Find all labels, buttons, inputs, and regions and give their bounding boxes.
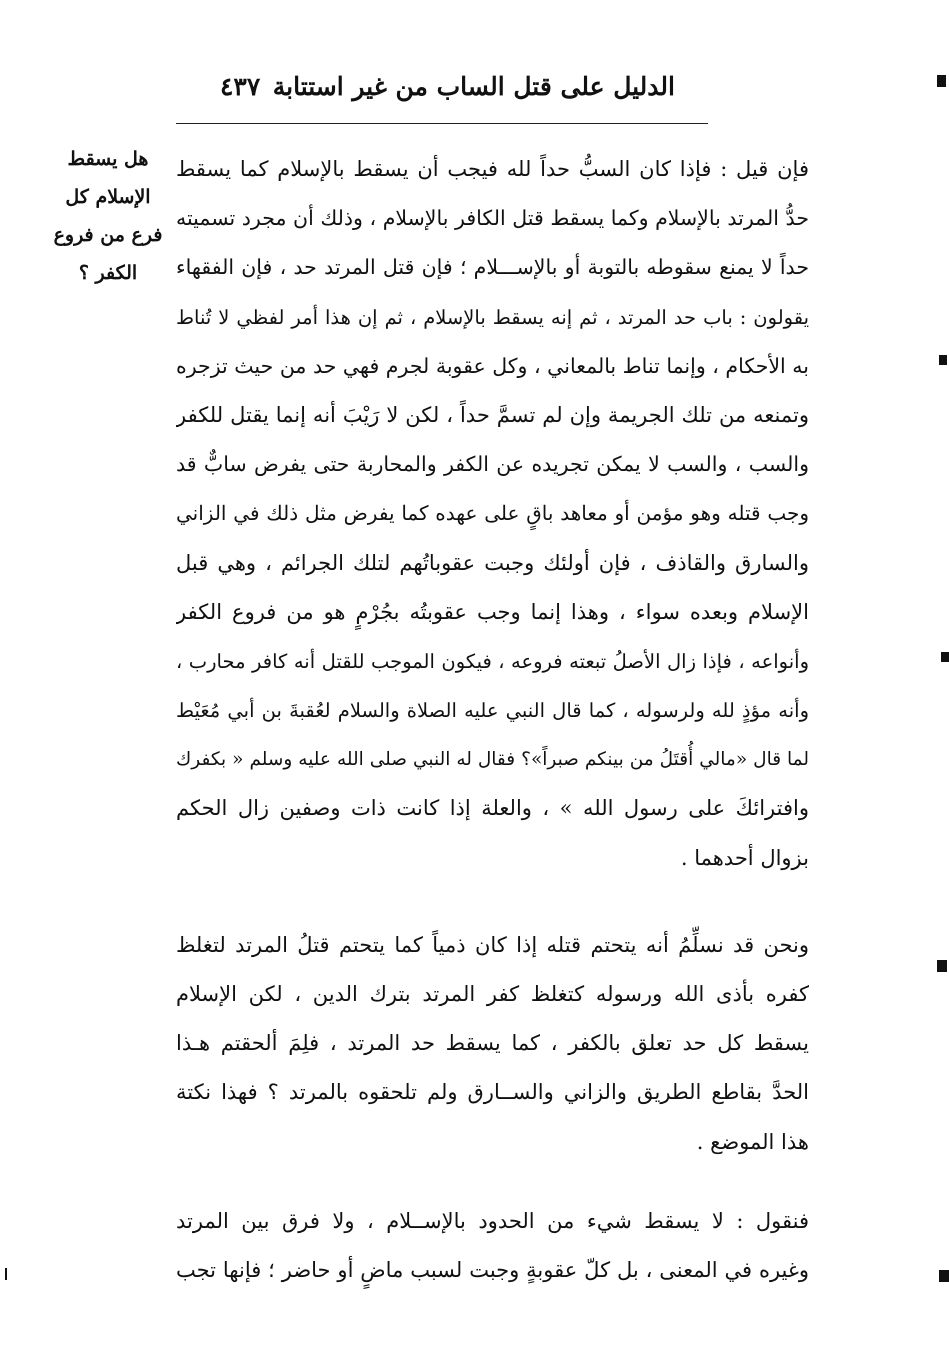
- paragraph-2: [176, 921, 809, 1167]
- scan-edge-mark: [941, 652, 949, 662]
- text-line: هذا الموضع .: [696, 1129, 809, 1154]
- text-line: به الأحكام ، وإنما تناط بالمعاني ، وكل عقوبة لجرم فهي حد من حيث تزجره: [176, 353, 809, 378]
- text-line: حدُّ المرتد بالإسلام وكما يسقط قتل الكافر بالإسلام ، وذلك أن مجرد تسميته: [176, 206, 809, 231]
- scan-edge-mark: [937, 75, 946, 87]
- text-line: كفره بأذى الله ورسوله كتغلظ كفر المرتد بترك الدين ، لكن الإسلام: [176, 982, 809, 1006]
- text-line: حداً لا يمنع سقوطه بالتوبة أو بالإســـلام ؛ فإن قتل المرتد حد ، فإن الفقهاء: [176, 255, 809, 280]
- text-line: وأنواعه ، فإذا زال الأصلُ تبعته فروعه ، فيكون الموجب للقتل أنه كافر محارب ،: [176, 649, 809, 673]
- header-rule: [176, 123, 708, 124]
- text-line: لما قال «مالي أُقتَلُ من بينكم صبراً»؟ فقال له النبي صلى الله عليه وسلم « بكفرك: [176, 749, 809, 771]
- text-line: الإسلام وبعده سواء ، وهذا إنما وجب عقوبتُه بجُرْمٍ هو من فروع الكفر: [176, 599, 809, 624]
- text-line: وتمنعه من تلك الجريمة وإن لم تسمَّ حداً ، لكن لا رَيْبَ أنه إنما يقتل للكفر: [176, 402, 809, 427]
- text-line: وافترائكَ على رسول الله » ، والعلة إذا كانت ذات وصفين زال الحكم: [176, 796, 809, 821]
- running-title: الدليل على قتل الساب من غير استتابة: [272, 72, 675, 101]
- text-line: والسب ، والسب لا يمكن تجريده عن الكفر والمحاربة حتى يفرض سابٌّ قد: [176, 452, 809, 477]
- margin-note-line: هل يسقط: [67, 148, 149, 170]
- text-line: يقولون : باب حد المرتد ، ثم إنه يسقط بالإسلام ، ثم إن هذا أمر لفظي لا تُناط: [176, 305, 809, 329]
- margin-note-line: الإسلام كل: [65, 186, 151, 208]
- text-line: وجب قتله وهو مؤمن أو معاهد باقٍ على عهده كما يفرض مثل ذلك في الزاني: [176, 501, 809, 526]
- paragraph-gap: [176, 883, 809, 921]
- paragraph-gap: [176, 1167, 809, 1197]
- text-line: والسارق والقاذف ، فإن أولئك وجبت عقوباتُهم لتلك الجرائم ، وهي قبل: [176, 550, 809, 575]
- scan-edge-mark: [937, 960, 947, 972]
- scan-edge-mark: [939, 1270, 949, 1282]
- margin-note-line: فرع من فروع: [53, 224, 163, 246]
- paragraph-1: [176, 145, 809, 883]
- body-text: [176, 145, 809, 1295]
- text-line: بزوال أحدهما .: [680, 845, 809, 870]
- paragraph-3: [176, 1197, 809, 1295]
- page-number: ٤٣٧: [220, 72, 261, 101]
- page-header: [180, 58, 705, 118]
- text-line: يسقط كل حد تعلق بالكفر ، كما يسقط حد المرتد ، فلِمَ ألحقتم هـذا: [176, 1031, 809, 1056]
- margin-note-line: الكفر ؟: [78, 262, 138, 284]
- text-line: وأنه مؤذٍ لله ولرسوله ، كما قال النبي عليه الصلاة والسلام لعُقبةَ بن أبي مُعَيْط: [176, 699, 809, 723]
- text-line: وغيره في المعنى ، بل كلّ عقوبةٍ وجبت لسبب ماضٍ أو حاضر ؛ فإنها تجب: [176, 1257, 809, 1282]
- scan-edge-mark: [5, 1268, 7, 1280]
- text-line: ونحن قد نسلِّمُ أنه يتحتم قتله إذا كان ذمياً كما يتحتم قتلُ المرتد لتغلظ: [176, 932, 809, 957]
- text-line: فنقول : لا يسقط شيء من الحدود بالإســلام ، ولا فرق بين المرتد: [176, 1208, 809, 1233]
- text-line: فإن قيل : فإذا كان السبُّ حداً لله فيجب أن يسقط بالإسلام كما يسقط: [176, 157, 809, 181]
- scan-edge-mark: [939, 355, 947, 365]
- margin-note: [44, 140, 172, 292]
- text-line: الحدَّ بقاطع الطريق والزاني والســارق ولم تلحقوه بالمرتد ؟ فهذا نكتة: [176, 1080, 809, 1105]
